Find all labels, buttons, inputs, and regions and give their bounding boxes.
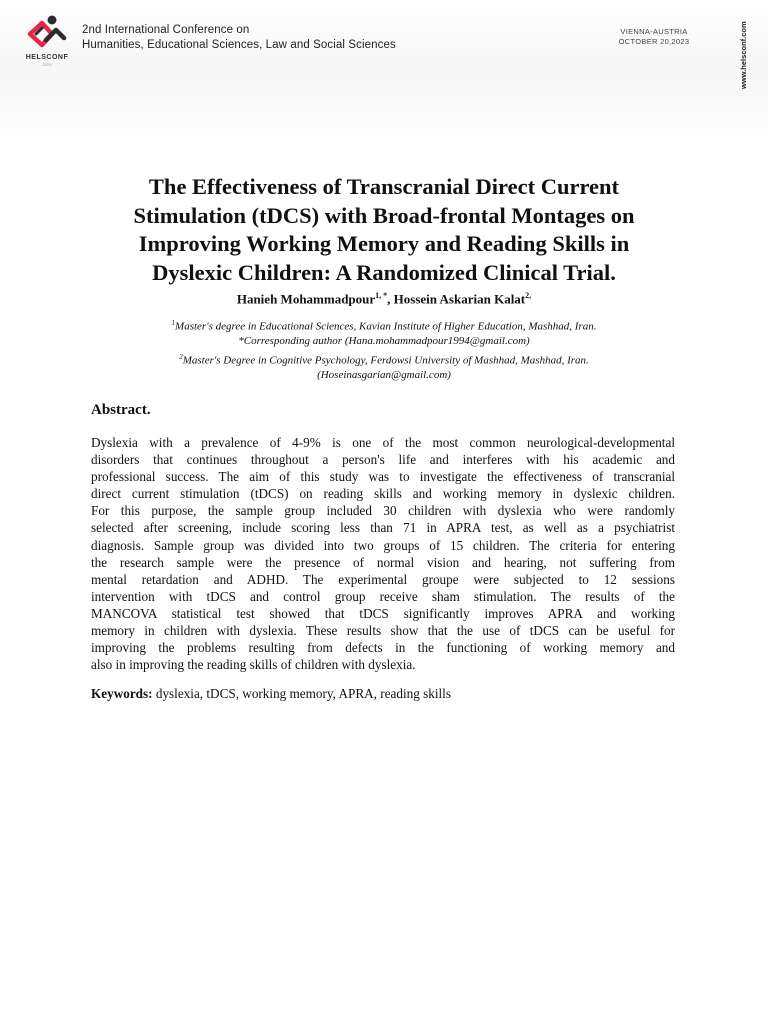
abstract-line: also in improving the reading skills of children with dyslexia. xyxy=(91,657,416,673)
abstract-line: Dyslexia with a prevalence of 4-9% is one of the most common neurological-developmental xyxy=(91,435,675,450)
keywords xyxy=(91,686,451,702)
affiliation-text: Master's Degree in Cognitive Psychology, Ferdowsi University of Mashhad, Mashhad, Iran. xyxy=(182,354,589,367)
corresponding-author: *Corresponding author (Hana.mohammadpour1994@gmail.com) xyxy=(238,334,530,347)
affiliation-block-2 xyxy=(60,350,708,382)
abstract-body xyxy=(91,434,675,673)
author-list xyxy=(60,291,708,307)
conference-location-date xyxy=(600,27,708,47)
abstract-line: For this purpose, the sample group included 30 children with dyslexia who were randomly xyxy=(91,503,675,519)
abstract-line: MANCOVA statistical test showed that tDCS significantly improves APRA and working xyxy=(91,605,675,621)
abstract-heading: Abstract. xyxy=(91,402,151,418)
website-url: www.helsconf.com xyxy=(739,21,748,89)
paper-title-line: Improving Working Memory and Reading Skills in xyxy=(138,231,630,256)
affiliation-line xyxy=(60,350,708,368)
affiliation-block-1 xyxy=(60,316,708,348)
abstract-line: mental retardation and ADHD. The experimental groupe were subjected to 12 sessions xyxy=(91,571,675,587)
affiliation-line xyxy=(60,316,708,334)
conference-date: OCTOBER 20,2023 xyxy=(618,37,690,46)
paper-title xyxy=(60,173,708,287)
affiliation-text: Master's degree in Educational Sciences, Kavian Institute of Higher Education, Mashhad, Iran. xyxy=(175,320,597,333)
abstract-line: the research sample were the presence of normal vision and hearing, not suffering from xyxy=(91,554,675,570)
abstract-line: disorders that continues throughout a person's life and interferes with his academic and xyxy=(91,452,675,468)
keywords-list: dyslexia, tDCS, working memory, APRA, reading skills xyxy=(152,686,451,701)
conference-title xyxy=(82,23,396,52)
author-name: Hanieh Mohammadpour xyxy=(236,291,376,307)
conference-title-line: 2nd International Conference on xyxy=(82,24,250,36)
paper-title-line: The Effectiveness of Transcranial Direct Current xyxy=(148,174,620,199)
abstract-line: diagnosis. Sample group was divided into two groups of 15 children. The criteria for entering xyxy=(91,537,675,553)
abstract-line: professional success. The aim of this study was to investigate the effectiveness of transcranial xyxy=(91,469,675,485)
conference-location: VIENNA-AUSTRIA xyxy=(620,27,688,36)
abstract-line: intervention with tDCS and control group receive sham stimulation. The results of the xyxy=(91,588,675,604)
logo-year: 2023 xyxy=(42,62,52,67)
logo-wordmark: HELSCONF xyxy=(25,54,69,61)
affiliation-mark: 1 xyxy=(171,319,176,327)
conference-title-line: Humanities, Educational Sciences, Law and Social Sciences xyxy=(82,38,396,51)
abstract-line: direct current stimulation (tDCS) on reading skills and working memory in dyslexic children. xyxy=(91,486,675,502)
abstract-line: selected after screening, include scoring less than 71 in APRA test, as well as a psychiatrist xyxy=(91,520,675,536)
author-affiliation-mark: 1, * xyxy=(375,291,388,300)
author-email: (Hoseinasgarian@gmail.com) xyxy=(317,368,451,381)
paper-title-line: Stimulation (tDCS) with Broad-frontal Montages on xyxy=(133,202,635,228)
keywords-label: Keywords: xyxy=(91,686,153,701)
author-separator: , xyxy=(387,291,394,307)
abstract-line: memory in children with dyslexia. These results show that the use of tDCS can be useful for xyxy=(91,623,675,639)
affiliation-mark: 2 xyxy=(179,353,183,361)
author-name: Hossein Askarian Kalat xyxy=(393,291,526,307)
abstract-line: improving the problems resulting from defects in the functioning of working memory and xyxy=(91,640,675,656)
paper-title-line: Dyslexic Children: A Randomized Clinical Trial. xyxy=(152,259,616,285)
author-affiliation-mark: 2, xyxy=(525,291,532,300)
